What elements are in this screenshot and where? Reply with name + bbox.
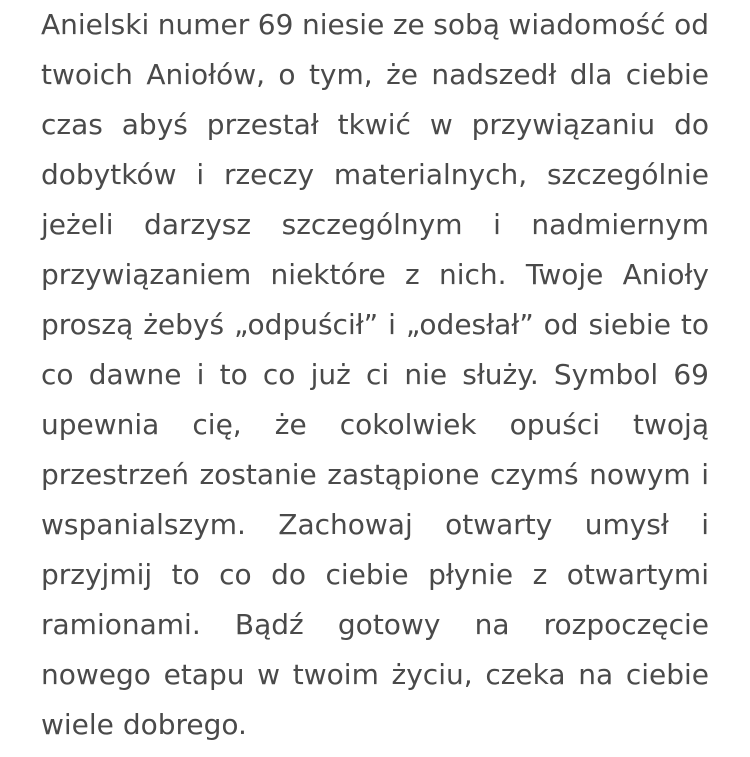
paragraph-line: wspanialszym. Zachowaj otwarty umysł i [41, 508, 709, 541]
paragraph-line: dobytków i rzeczy materialnych, szczególnie [41, 158, 709, 191]
paragraph-line: wiele dobrego. [41, 708, 247, 741]
paragraph-line: czas abyś przestał tkwić w przywiązaniu do [41, 108, 709, 141]
article-paragraph [41, 0, 709, 750]
paragraph-line: nowego etapu w twoim życiu, czeka na ciebie [41, 658, 709, 691]
paragraph-line: ramionami. Bądź gotowy na rozpoczęcie [41, 608, 709, 641]
paragraph-line: co dawne i to co już ci nie służy. Symbol 69 [41, 358, 709, 391]
paragraph-line: przyjmij to co do ciebie płynie z otwartymi [41, 558, 709, 591]
paragraph-line: jeżeli darzysz szczególnym i nadmiernym [41, 208, 709, 241]
paragraph-line: Anielski numer 69 niesie ze sobą wiadomość od [41, 8, 709, 41]
paragraph-line: twoich Aniołów, o tym, że nadszedł dla ciebie [41, 58, 709, 91]
paragraph-line: przywiązaniem niektóre z nich. Twoje Anioły [41, 258, 709, 291]
paragraph-line: upewnia cię, że cokolwiek opuści twoją [41, 408, 709, 441]
paragraph-line: przestrzeń zostanie zastąpione czymś nowym i [41, 458, 709, 491]
paragraph-line: proszą żebyś „odpuścił” i „odesłał” od siebie to [41, 308, 709, 341]
